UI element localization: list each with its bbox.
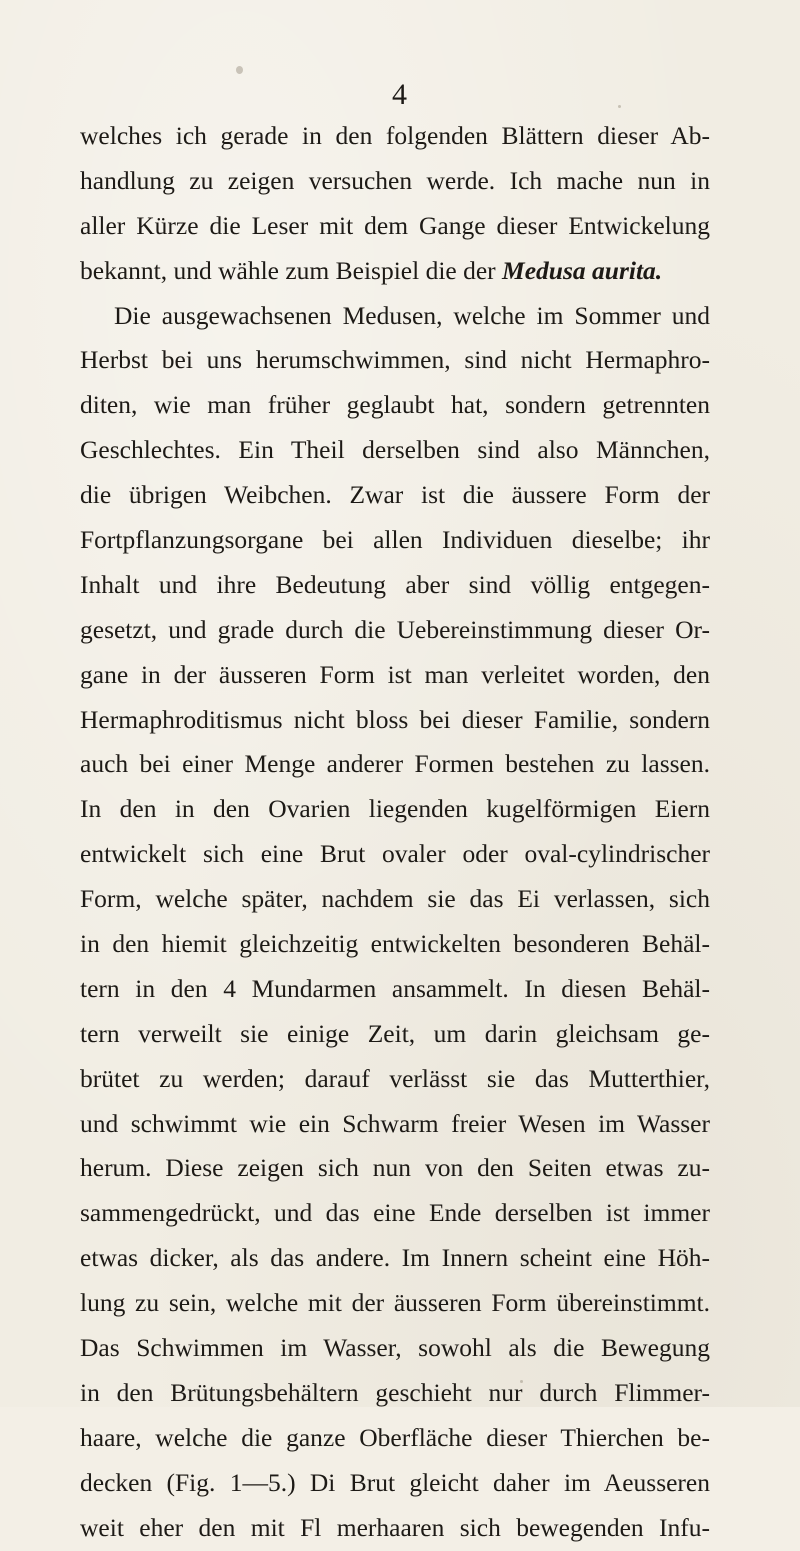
- text-line-31: decken (Fig. 1—5.) Di Brut gleicht daher im Aeusseren: [80, 1467, 710, 1497]
- text-line-4: [80, 249, 710, 294]
- text-line-17: entwickelt sich eine Brut ovaler oder oval-cylindrischer: [80, 839, 710, 869]
- text-line-5: Die ausgewachsenen Medusen, welche im Sommer und: [114, 300, 710, 330]
- text-line-28: Das Schwimmen im Wasser, sowohl als die Bewegung: [80, 1333, 710, 1363]
- text-line-12: gesetzt, und grade durch die Uebereinstimmung dieser Or-: [80, 614, 710, 644]
- body-text: [80, 114, 710, 1551]
- text-line-21: tern verweilt sie einige Zeit, um darin gleichsam ge-: [80, 1018, 710, 1048]
- text-line-18: Form, welche später, nachdem sie das Ei verlassen, sich: [80, 884, 710, 914]
- text-line-32: weit eher den mit Fl merhaaren sich bewegenden Infu-: [80, 1512, 710, 1542]
- text-line-20: tern in den 4 Mundarmen ansammelt. In diesen Behäl-: [80, 973, 710, 1003]
- text-line-1: welches ich gerade in den folgenden Blättern dieser Ab-: [80, 121, 710, 150]
- text-line-6: Herbst bei uns herumschwimmen, sind nicht Hermaphro-: [80, 345, 710, 375]
- text-line-25: sammengedrückt, und das eine Ende derselben ist immer: [80, 1198, 710, 1228]
- text-line-16: In den in den Ovarien liegenden kugelförmigen Eiern: [80, 794, 710, 824]
- text-line-30: haare, welche die ganze Oberfläche dieser Thierchen be-: [80, 1422, 710, 1452]
- text-line-19: in den hiemit gleichzeitig entwickelten besonderen Behäl-: [80, 929, 710, 959]
- text-line-26: etwas dicker, als das andere. Im Innern scheint eine Höh-: [80, 1243, 710, 1273]
- text-line-3: aller Kürze die Leser mit dem Gange dieser Entwickelung: [80, 210, 710, 240]
- text-line-22: brütet zu werden; darauf verlässt sie das Mutterthier,: [80, 1063, 710, 1093]
- page-number: 4: [392, 78, 408, 111]
- text-line-9: die übrigen Weibchen. Zwar ist die äussere Form der: [80, 480, 710, 510]
- text-line-11: Inhalt und ihre Bedeutung aber sind völlig entgegen-: [80, 569, 710, 599]
- paper-speck: [236, 66, 243, 74]
- species-name-emphasis: Medusa aurita.: [502, 255, 663, 285]
- text-line-15: auch bei einer Menge anderer Formen bestehen zu lassen.: [80, 749, 710, 779]
- text-line-29: in den Brütungsbehältern geschieht nur durch Flimmer-: [80, 1377, 710, 1407]
- text-line-7: diten, wie man früher geglaubt hat, sondern getrennten: [80, 390, 710, 420]
- text-line-23: und schwimmt wie ein Schwarm freier Wesen im Wasser: [80, 1108, 710, 1138]
- text-line-4-start: bekannt, und wähle zum Beispiel die der: [80, 255, 503, 285]
- text-line-10: Fortpflanzungsorgane bei allen Individuen dieselbe; ihr: [80, 525, 710, 555]
- text-line-27: lung zu sein, welche mit der äusseren Form übereinstimmt.: [80, 1288, 710, 1318]
- text-line-24: herum. Diese zeigen sich nun von den Seiten etwas zu-: [80, 1153, 710, 1183]
- text-line-14: Hermaphroditismus nicht bloss bei dieser Familie, sondern: [80, 704, 710, 734]
- text-line-2: handlung zu zeigen versuchen werde. Ich mache nun in: [80, 165, 710, 195]
- text-line-8: Geschlechtes. Ein Theil derselben sind also Männchen,: [80, 435, 710, 465]
- text-line-13: gane in der äusseren Form ist man verleitet worden, den: [80, 659, 710, 689]
